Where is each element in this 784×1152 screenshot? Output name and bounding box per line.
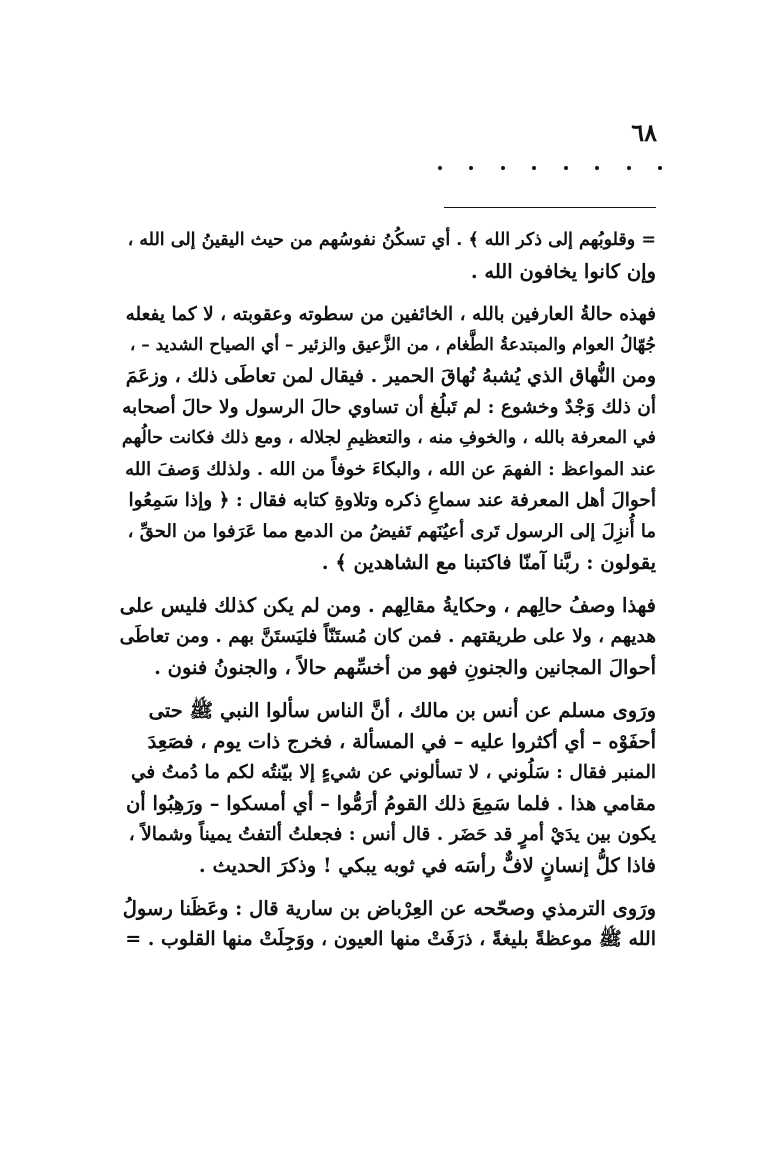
dot	[564, 166, 568, 170]
dot	[595, 166, 599, 170]
text-line: عند المواعظ : الفهمَ عن الله ، والبكاءَ خوفاً من الله . ولذلك وَصفَ الله	[125, 459, 656, 480]
text-line: هديهم ، ولا على طريقتهم . فمن كان مُستَنّاً فليَستَنَّ بهم . ومن تعاطَى	[119, 626, 656, 647]
text-line: أن ذلك وَجْدٌ وخشوع : لم تَبلُغ أن تساوي حالَ الرسول ولا حالَ أصحابه	[122, 397, 656, 418]
ellipsis-dots	[438, 166, 662, 170]
page-number: ٦٨	[631, 118, 657, 147]
text-line: ومن النُّهاق الذي يُشبهُ نُهاقَ الحمير . فيقال لمن تعاطَى ذلك ، وزعَمَ	[125, 365, 656, 387]
paragraph-4	[118, 695, 656, 881]
paragraph-1	[118, 225, 656, 287]
text-line: أحوالَ أهل المعرفة عند سماعِ ذكره وتلاوةِ كتابه فقال : ﴿ وإذا سَمِعُوا	[128, 490, 656, 511]
footnote-divider	[444, 207, 656, 208]
text-line: = وقلوبُهم إلى ذكر الله ﴾ . أي تسكُنُ نفوسُهم من حيث اليقينُ إلى الله ،	[127, 230, 656, 250]
text-line: المنبر فقال : سَلُوني ، لا تسألوني عن شيءٍ إلا بيّنتُه لكم ما دُمتُ في	[131, 762, 656, 783]
text-line: فهذا وصفُ حالِهم ، وحكايةُ مقالِهم . ومن لم يكن كذلك فليس على	[119, 594, 656, 617]
text-line: مقامي هذا . فلما سَمِعَ ذلك القومُ أرَمُّوا – أي أمسكوا – ورَهِبُوا أن	[125, 792, 656, 815]
text-line: جُهّالُ العوام والمبتدعةُ الطَّغام ، من الزَّعيق والزئير – أي الصياح الشديد – ،	[129, 335, 656, 355]
paragraph-2	[118, 299, 656, 578]
text-line: يكون بين يدَيْ أمرٍ قد حَضَر . قال أنس : فجعلتُ ألتفتُ يميناً وشمالاً ،	[128, 824, 656, 845]
text-line: فاذا كلُّ إنسانٍ لافٌّ رأسَه في ثوبه يبكي ! وذكرَ الحديث .	[198, 854, 656, 877]
dot	[532, 166, 536, 170]
text-line: ما أُنزِلَ إلى الرسول تَرى أعيُنَهم تَفيضُ من الدمع مما عَرَفوا من الحقِّ ،	[127, 521, 656, 542]
dot	[501, 166, 505, 170]
dot	[469, 166, 473, 170]
text-line: يقولون : ربَّنا آمنّا فاكتبنا مع الشاهدين ﴾ .	[321, 551, 656, 574]
footnote-body	[118, 225, 656, 967]
text-line: ورَوى مسلم عن أنس بن مالك ، أنَّ الناس سألوا النبي ﷺ حتى	[148, 699, 656, 722]
text-line: في المعرفة بالله ، والخوفِ منه ، والتعظيمِ لجلاله ، ومع ذلك فكانت حالُهم	[121, 428, 656, 448]
dot	[627, 166, 631, 170]
text-line: الله ﷺ موعظةً بليغةً ، ذرَفَتْ منها العيون ، ووَجِلَتْ منها القلوب . =	[125, 928, 656, 950]
text-line: أحفَوْه – أي أكثروا عليه – في المسألة ، فخرج ذات يوم ، فصَعِدَ	[147, 730, 656, 753]
text-line: ورَوى الترمذي وصحّحه عن العِرْباض بن سارية قال : وعَظَنا رسولُ	[122, 897, 656, 920]
dot	[658, 166, 662, 170]
text-line: وإن كانوا يخافون الله .	[470, 260, 656, 283]
dot	[438, 166, 442, 170]
text-line: أحوالَ المجانين والجنونِ فهو من أخسِّهم حالاً ، والجنونُ فنون .	[154, 656, 656, 679]
text-line: فهذه حالةُ العارفين بالله ، الخائفين من سطوته وعقوبته ، لا كما يفعله	[125, 304, 656, 325]
paragraph-5	[118, 893, 656, 955]
paragraph-3	[118, 590, 656, 683]
